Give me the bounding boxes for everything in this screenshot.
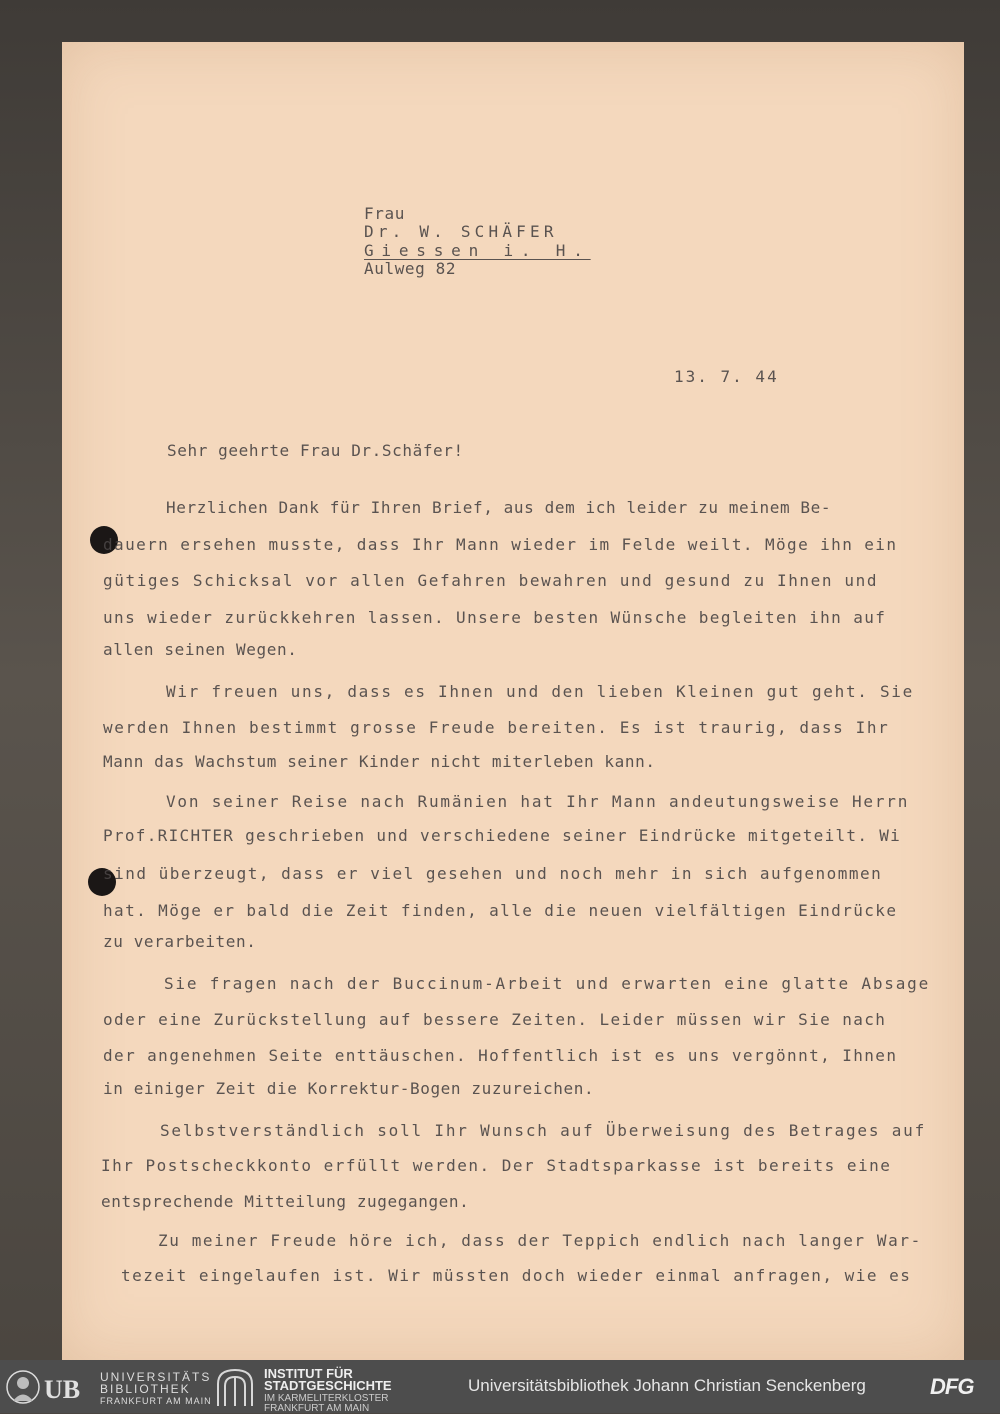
salutation: Sehr geehrte Frau Dr.Schäfer! — [167, 441, 464, 460]
inst-line-2: STADTGESCHICHTE — [264, 1378, 392, 1393]
ub-line-2: BIBLIOTHEK — [100, 1382, 191, 1396]
inst-line-4: FRANKFURT AM MAIN — [264, 1403, 370, 1414]
body-line: tezeit eingelaufen ist. Wir müssten doch wieder einmal anfragen, wie es — [121, 1266, 912, 1285]
body-line: uns wieder zurückkehren lassen. Unsere besten Wünsche begleiten ihn auf — [103, 608, 887, 627]
body-line: werden Ihnen bestimmt grosse Freude bereiten. Es ist traurig, dass Ihr — [103, 718, 890, 737]
body-line: dauern ersehen musste, dass Ihr Mann wieder im Felde weilt. Möge ihn ein — [103, 535, 898, 554]
body-line: Prof.RICHTER geschrieben und verschiedene seiner Eindrücke mitgeteilt. Wi — [103, 826, 902, 845]
institute-name — [264, 1368, 392, 1392]
body-line: Wir freuen uns, dass es Ihnen und den lieben Kleinen gut geht. Sie — [166, 682, 914, 701]
body-line: der angenehmen Seite enttäuschen. Hoffentlich ist es uns vergönnt, Ihnen — [103, 1046, 898, 1065]
body-line: Herzlichen Dank für Ihren Brief, aus dem ich leider zu meinem Be- — [166, 498, 832, 517]
body-line: in einiger Zeit die Korrektur-Bogen zuzureichen. — [103, 1079, 595, 1098]
body-line: oder eine Zurückstellung auf bessere Zeiten. Leider müssen wir Sie nach — [103, 1010, 887, 1029]
body-line: allen seinen Wegen. — [103, 640, 298, 659]
body-line: Selbstverständlich soll Ihr Wunsch auf Überweisung des Betrages auf — [160, 1121, 926, 1140]
body-line: Sie fragen nach der Buccinum-Arbeit und erwarten eine glatte Absage — [164, 974, 930, 993]
ub-line-3: FRANKFURT AM MAIN — [100, 1396, 212, 1406]
body-line: sind überzeugt, dass er viel gesehen und noch mehr in sich aufgenommen — [103, 864, 883, 883]
body-line: zu verarbeiten. — [103, 932, 257, 951]
inst-line-1: INSTITUT FÜR — [264, 1366, 353, 1381]
ub-logo-text: UB — [44, 1375, 81, 1404]
dfg-logo: DFG — [930, 1374, 974, 1399]
inst-line-3: IM KARMELITERKLOSTER — [264, 1393, 389, 1404]
library-caption: Universitätsbibliothek Johann Christian Senckenberg — [468, 1376, 866, 1395]
address-line-4: Aulweg 82 — [364, 259, 457, 278]
body-line: Ihr Postscheckkonto erfüllt werden. Der Stadtsparkasse ist bereits eine — [101, 1156, 892, 1175]
ub-line-1: UNIVERSITÄTS — [100, 1370, 212, 1384]
address-line-2: Dr. W. SCHÄFER — [364, 222, 558, 241]
body-line: Mann das Wachstum seiner Kinder nicht miterleben kann. — [103, 752, 656, 771]
ub-logo-icon — [6, 1368, 94, 1406]
address-line-3: Giessen i. H. — [364, 241, 591, 260]
address-line-1: Frau — [364, 204, 405, 223]
body-line: Von seiner Reise nach Rumänien hat Ihr Mann andeutungsweise Herrn — [166, 792, 910, 811]
institute-logo-icon — [214, 1366, 256, 1408]
letter-date: 13. 7. 44 — [674, 367, 779, 386]
ub-name — [100, 1371, 212, 1407]
body-line: hat. Möge er bald die Zeit finden, alle die neuen vielfältigen Eindrücke — [103, 901, 898, 920]
body-line: entsprechende Mitteilung zugegangen. — [101, 1192, 470, 1211]
institute-subtitle — [264, 1394, 388, 1414]
body-line: gütiges Schicksal vor allen Gefahren bewahren und gesund zu Ihnen und — [103, 571, 879, 590]
footer-bar — [0, 1360, 1000, 1413]
body-line: Zu meiner Freude höre ich, dass der Teppich endlich nach langer War- — [158, 1231, 922, 1250]
